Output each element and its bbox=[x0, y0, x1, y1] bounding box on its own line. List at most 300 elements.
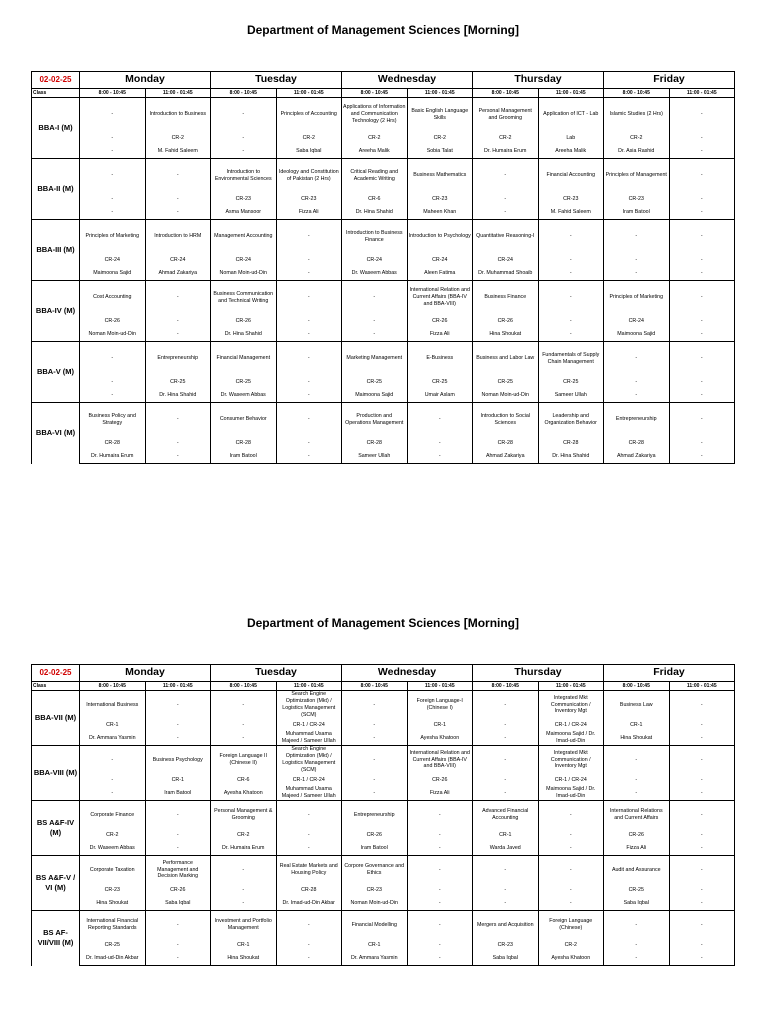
teacher-name: Dr. Hina Shahid bbox=[342, 206, 408, 220]
teacher-name: Muhammad Usama Majeed / Sameer Ullah bbox=[276, 786, 342, 801]
class-row-courses bbox=[32, 220, 735, 254]
class-label: BS AF-VII/VIII (M) bbox=[32, 911, 80, 966]
room-code: - bbox=[276, 253, 342, 267]
day-header-tuesday: Tuesday bbox=[211, 72, 342, 89]
course-name: Introduction to Social Sciences bbox=[473, 403, 539, 437]
room-code: CR-2 bbox=[276, 131, 342, 145]
course-name: Foreign Language (Chinese) bbox=[538, 911, 604, 940]
class-row-rooms bbox=[32, 829, 735, 841]
room-code: - bbox=[80, 192, 146, 206]
room-code: - bbox=[669, 829, 735, 841]
class-row-courses bbox=[32, 911, 735, 940]
class-row-rooms bbox=[32, 884, 735, 896]
room-code: - bbox=[407, 884, 473, 896]
room-code: - bbox=[669, 375, 735, 389]
course-name: Principles of Marketing bbox=[604, 281, 670, 315]
teacher-name: Ahmad Zakariya bbox=[473, 450, 539, 464]
teacher-name: Dr. Waseem Abbas bbox=[80, 841, 146, 856]
class-row-teachers bbox=[32, 951, 735, 966]
teacher-name: Dr. Waseem Abbas bbox=[211, 389, 277, 403]
course-name: Financial Management bbox=[211, 342, 277, 376]
teacher-name: - bbox=[342, 786, 408, 801]
room-code: CR-6 bbox=[211, 774, 277, 786]
teacher-name: Ayesha Khatoon bbox=[211, 786, 277, 801]
time-slot-label: 11:00 - 01:45 bbox=[276, 682, 342, 691]
teacher-name: - bbox=[473, 731, 539, 746]
course-name: - bbox=[80, 159, 146, 193]
teacher-name: - bbox=[669, 450, 735, 464]
room-code: - bbox=[80, 774, 146, 786]
day-header-wednesday: Wednesday bbox=[342, 665, 473, 682]
room-code: CR-26 bbox=[473, 314, 539, 328]
room-code: - bbox=[669, 436, 735, 450]
page-title: Department of Management Sciences [Morning] bbox=[246, 23, 520, 37]
class-row-courses bbox=[32, 98, 735, 132]
course-name: International Relation and Current Affairs (BBA-IV and BBA-VIII) bbox=[407, 281, 473, 315]
teacher-name: - bbox=[669, 389, 735, 403]
teacher-name: - bbox=[538, 267, 604, 281]
course-name: - bbox=[669, 856, 735, 885]
room-code: CR-25 bbox=[604, 884, 670, 896]
course-name: - bbox=[145, 801, 211, 830]
teacher-name: Hina Shoukat bbox=[473, 328, 539, 342]
room-code: - bbox=[538, 314, 604, 328]
room-code: CR-24 bbox=[145, 253, 211, 267]
teacher-name: Dr. Hina Shahid bbox=[211, 328, 277, 342]
room-code: - bbox=[276, 939, 342, 951]
class-row-courses bbox=[32, 342, 735, 376]
course-name: - bbox=[80, 342, 146, 376]
course-name: - bbox=[276, 403, 342, 437]
course-name: - bbox=[342, 691, 408, 720]
teacher-name: Dr. Humaira Erum bbox=[211, 841, 277, 856]
teacher-name: - bbox=[80, 389, 146, 403]
room-code: CR-1 / CR-24 bbox=[276, 774, 342, 786]
room-code: CR-23 bbox=[211, 192, 277, 206]
course-name: - bbox=[145, 911, 211, 940]
class-label: BBA-I (M) bbox=[32, 98, 80, 159]
teacher-name: Saba Iqbal bbox=[145, 896, 211, 911]
teacher-name: - bbox=[669, 206, 735, 220]
course-name: - bbox=[669, 746, 735, 775]
teacher-name: Noman Moin-ud-Din bbox=[211, 267, 277, 281]
teacher-name: Sobia Talat bbox=[407, 145, 473, 159]
course-name: Financial Accounting bbox=[538, 159, 604, 193]
course-name: Corporate Taxation bbox=[80, 856, 146, 885]
day-header-wednesday: Wednesday bbox=[342, 72, 473, 89]
teacher-name: - bbox=[211, 731, 277, 746]
course-name: - bbox=[669, 691, 735, 720]
class-row-teachers bbox=[32, 450, 735, 464]
course-name: - bbox=[407, 801, 473, 830]
room-code: - bbox=[276, 314, 342, 328]
room-code: CR-25 bbox=[342, 375, 408, 389]
course-name: - bbox=[669, 911, 735, 940]
course-name: - bbox=[604, 220, 670, 254]
class-row-rooms bbox=[32, 774, 735, 786]
class-label: BS A&F-IV (M) bbox=[32, 801, 80, 856]
course-name: - bbox=[473, 691, 539, 720]
room-code: CR-23 bbox=[604, 192, 670, 206]
course-name: - bbox=[145, 403, 211, 437]
course-name: International Business bbox=[80, 691, 146, 720]
course-name: - bbox=[145, 159, 211, 193]
room-code: - bbox=[538, 829, 604, 841]
teacher-name: Maimoona Sajid bbox=[342, 389, 408, 403]
room-code: CR-28 bbox=[473, 436, 539, 450]
teacher-name: Maimoona Sajid / Dr. Imad-ud-Din bbox=[538, 731, 604, 746]
course-name: - bbox=[538, 281, 604, 315]
teacher-name: - bbox=[669, 896, 735, 911]
course-name: Integrated Mkt Communication / Inventory Mgt bbox=[538, 691, 604, 720]
room-code: CR-24 bbox=[342, 253, 408, 267]
room-code: CR-1 / CR-24 bbox=[538, 774, 604, 786]
room-code: - bbox=[211, 131, 277, 145]
teacher-name: Maheen Khan bbox=[407, 206, 473, 220]
room-code: CR-2 bbox=[604, 131, 670, 145]
teacher-name: Ayesha Khatoon bbox=[538, 951, 604, 966]
room-code: - bbox=[604, 375, 670, 389]
course-name: - bbox=[669, 281, 735, 315]
class-label: BBA-VIII (M) bbox=[32, 746, 80, 801]
class-row-teachers bbox=[32, 145, 735, 159]
room-code: - bbox=[473, 192, 539, 206]
teacher-name: Dr. Imad-ud-Din Akbar bbox=[276, 896, 342, 911]
room-code: CR-1 bbox=[407, 719, 473, 731]
teacher-name: - bbox=[473, 786, 539, 801]
room-code: - bbox=[669, 314, 735, 328]
teacher-name: - bbox=[604, 951, 670, 966]
course-name: Real Estate Markets and Housing Policy bbox=[276, 856, 342, 885]
teacher-name: - bbox=[669, 786, 735, 801]
room-code: CR-2 bbox=[407, 131, 473, 145]
teacher-name: - bbox=[604, 786, 670, 801]
room-code: CR-23 bbox=[538, 192, 604, 206]
course-name: - bbox=[538, 801, 604, 830]
room-code: CR-25 bbox=[407, 375, 473, 389]
teacher-name: Areeha Malik bbox=[538, 145, 604, 159]
time-slot-label: 11:00 - 01:45 bbox=[407, 682, 473, 691]
course-name: Business and Labor Law bbox=[473, 342, 539, 376]
course-name: - bbox=[538, 856, 604, 885]
room-code: CR-25 bbox=[80, 939, 146, 951]
class-row-rooms bbox=[32, 436, 735, 450]
class-row-courses bbox=[32, 801, 735, 830]
teacher-name: - bbox=[80, 145, 146, 159]
teacher-name: - bbox=[276, 389, 342, 403]
class-row-rooms bbox=[32, 131, 735, 145]
course-name: - bbox=[407, 403, 473, 437]
teacher-name: Hina Shoukat bbox=[211, 951, 277, 966]
room-code: CR-28 bbox=[80, 436, 146, 450]
teacher-name: - bbox=[276, 328, 342, 342]
course-name: Investment and Portfolio Management bbox=[211, 911, 277, 940]
course-name: Mergers and Acquisition bbox=[473, 911, 539, 940]
teacher-name: - bbox=[145, 450, 211, 464]
course-name: Business Communication and Technical Writing bbox=[211, 281, 277, 315]
class-row-rooms bbox=[32, 719, 735, 731]
day-header-friday: Friday bbox=[604, 72, 735, 89]
teacher-name: Ahmad Zakariya bbox=[145, 267, 211, 281]
course-name: Search Engine Optimization (Mkt) / Logistics Management (SCM) bbox=[276, 691, 342, 720]
course-name: - bbox=[669, 159, 735, 193]
timetable bbox=[31, 664, 735, 966]
room-code: - bbox=[342, 774, 408, 786]
teacher-name: - bbox=[669, 267, 735, 281]
time-slot-label: 8:00 - 10:45 bbox=[342, 682, 408, 691]
course-name: Corporate Finance bbox=[80, 801, 146, 830]
course-name: - bbox=[211, 856, 277, 885]
teacher-name: Fizza Ali bbox=[407, 786, 473, 801]
teacher-name: M. Fahid Saleem bbox=[538, 206, 604, 220]
course-name: International Relations and Current Affairs bbox=[604, 801, 670, 830]
teacher-name: Hina Shoukat bbox=[80, 896, 146, 911]
course-name: Critical Reading and Academic Writing bbox=[342, 159, 408, 193]
room-code: CR-24 bbox=[211, 253, 277, 267]
course-name: - bbox=[211, 98, 277, 132]
teacher-name: Umair Aslam bbox=[407, 389, 473, 403]
room-code: CR-1 bbox=[80, 719, 146, 731]
course-name: - bbox=[669, 220, 735, 254]
room-code: CR-26 bbox=[407, 314, 473, 328]
room-code: - bbox=[342, 314, 408, 328]
class-row-teachers bbox=[32, 206, 735, 220]
course-name: Entrepreneurship bbox=[145, 342, 211, 376]
course-name: - bbox=[276, 801, 342, 830]
class-row-courses bbox=[32, 746, 735, 775]
room-code: CR-2 bbox=[342, 131, 408, 145]
teacher-name: - bbox=[473, 896, 539, 911]
course-name: - bbox=[145, 281, 211, 315]
teacher-name: Dr. Hina Shahid bbox=[538, 450, 604, 464]
teacher-name: Saba Iqbal bbox=[473, 951, 539, 966]
room-code: CR-26 bbox=[342, 829, 408, 841]
time-slot-label: 8:00 - 10:45 bbox=[342, 89, 408, 98]
room-code: - bbox=[80, 131, 146, 145]
room-code: - bbox=[211, 884, 277, 896]
room-code: CR-1 bbox=[211, 939, 277, 951]
course-name: - bbox=[342, 281, 408, 315]
room-code: - bbox=[604, 774, 670, 786]
teacher-name: Iram Batool bbox=[604, 206, 670, 220]
room-code: - bbox=[407, 939, 473, 951]
teacher-name: M. Fahid Saleem bbox=[145, 145, 211, 159]
teacher-name: Maimoona Sajid bbox=[80, 267, 146, 281]
room-code: - bbox=[604, 939, 670, 951]
teacher-name: Sameer Ullah bbox=[342, 450, 408, 464]
room-code: - bbox=[669, 253, 735, 267]
course-name: - bbox=[407, 911, 473, 940]
teacher-name: - bbox=[407, 450, 473, 464]
room-code: - bbox=[473, 774, 539, 786]
room-code: CR-1 / CR-24 bbox=[276, 719, 342, 731]
class-column-header: Class bbox=[32, 89, 80, 98]
course-name: Personal Management and Grooming bbox=[473, 98, 539, 132]
teacher-name: Iram Batool bbox=[145, 786, 211, 801]
course-name: Leadership and Organization Behavior bbox=[538, 403, 604, 437]
course-name: Introduction to Business bbox=[145, 98, 211, 132]
class-label: BBA-II (M) bbox=[32, 159, 80, 220]
room-code: - bbox=[538, 253, 604, 267]
course-name: - bbox=[342, 746, 408, 775]
course-name: Marketing Management bbox=[342, 342, 408, 376]
class-row-courses bbox=[32, 403, 735, 437]
room-code: - bbox=[145, 939, 211, 951]
teacher-name: - bbox=[538, 896, 604, 911]
teacher-name: - bbox=[145, 951, 211, 966]
teacher-name: Noman Moin-ud-Din bbox=[342, 896, 408, 911]
room-code: CR-26 bbox=[80, 314, 146, 328]
room-code: CR-26 bbox=[604, 829, 670, 841]
course-name: Principles of Marketing bbox=[80, 220, 146, 254]
teacher-name: Maimoona Sajid bbox=[604, 328, 670, 342]
time-slot-label: 11:00 - 01:45 bbox=[276, 89, 342, 98]
teacher-name: Saba Iqbal bbox=[604, 896, 670, 911]
room-code: CR-23 bbox=[342, 884, 408, 896]
room-code: CR-1 bbox=[342, 939, 408, 951]
teacher-name: Dr. Humaira Erum bbox=[80, 450, 146, 464]
teacher-name: - bbox=[276, 267, 342, 281]
teacher-name: Ayesha Khatoon bbox=[407, 731, 473, 746]
room-code: - bbox=[276, 436, 342, 450]
time-slot-label: 11:00 - 01:45 bbox=[669, 682, 735, 691]
course-name: Foreign Language II (Chinese II) bbox=[211, 746, 277, 775]
room-code: CR-23 bbox=[80, 884, 146, 896]
teacher-name: - bbox=[276, 951, 342, 966]
room-code: CR-24 bbox=[604, 314, 670, 328]
room-code: CR-23 bbox=[276, 192, 342, 206]
class-label: BBA-IV (M) bbox=[32, 281, 80, 342]
room-code: - bbox=[473, 719, 539, 731]
teacher-name: Fizza Ali bbox=[407, 328, 473, 342]
course-name: Personal Management & Grooming bbox=[211, 801, 277, 830]
teacher-name: Saba Iqbal bbox=[276, 145, 342, 159]
teacher-name: Dr. Ammara Yasmin bbox=[342, 951, 408, 966]
course-name: Cost Accounting bbox=[80, 281, 146, 315]
teacher-name: Dr. Asia Rashid bbox=[604, 145, 670, 159]
class-row-rooms bbox=[32, 253, 735, 267]
room-code: CR-28 bbox=[211, 436, 277, 450]
class-label: BS A&F-V / VI (M) bbox=[32, 856, 80, 911]
course-name: Entrepreneurship bbox=[342, 801, 408, 830]
day-header-monday: Monday bbox=[80, 72, 211, 89]
room-code: CR-24 bbox=[407, 253, 473, 267]
course-name: Ideology and Constitution of Pakistan (2 Hrs) bbox=[276, 159, 342, 193]
day-header-thursday: Thursday bbox=[473, 665, 604, 682]
room-code: - bbox=[669, 192, 735, 206]
time-slot-label: 8:00 - 10:45 bbox=[604, 89, 670, 98]
room-code: CR-2 bbox=[473, 131, 539, 145]
time-slot-label: 8:00 - 10:45 bbox=[473, 682, 539, 691]
teacher-name: Ahmad Zakariya bbox=[604, 450, 670, 464]
teacher-name: - bbox=[276, 841, 342, 856]
room-code: CR-28 bbox=[276, 884, 342, 896]
time-slot-label: 11:00 - 01:45 bbox=[407, 89, 473, 98]
course-name: - bbox=[604, 911, 670, 940]
teacher-name: - bbox=[669, 731, 735, 746]
teacher-name: Dr. Imad-ud-Din Akbar bbox=[80, 951, 146, 966]
day-header-tuesday: Tuesday bbox=[211, 665, 342, 682]
day-header-monday: Monday bbox=[80, 665, 211, 682]
class-row-teachers bbox=[32, 267, 735, 281]
course-name: Quantitative Reasoning-I bbox=[473, 220, 539, 254]
course-name: E-Business bbox=[407, 342, 473, 376]
room-code: - bbox=[669, 774, 735, 786]
room-code: - bbox=[669, 131, 735, 145]
teacher-name: - bbox=[473, 206, 539, 220]
course-name: Introduction to Environmental Sciences bbox=[211, 159, 277, 193]
class-row-courses bbox=[32, 856, 735, 885]
time-slot-label: 8:00 - 10:45 bbox=[473, 89, 539, 98]
course-name: - bbox=[604, 746, 670, 775]
room-code: CR-25 bbox=[145, 375, 211, 389]
room-code: - bbox=[211, 719, 277, 731]
room-code: - bbox=[145, 192, 211, 206]
room-code: CR-2 bbox=[145, 131, 211, 145]
room-code: CR-23 bbox=[473, 939, 539, 951]
room-code: - bbox=[669, 939, 735, 951]
course-name: - bbox=[80, 746, 146, 775]
class-label: BBA-VII (M) bbox=[32, 691, 80, 746]
room-code: CR-24 bbox=[473, 253, 539, 267]
teacher-name: - bbox=[145, 328, 211, 342]
teacher-name: - bbox=[669, 951, 735, 966]
course-name: Islamic Studies (2 Hrs) bbox=[604, 98, 670, 132]
course-name: Corpore Governance and Ethics bbox=[342, 856, 408, 885]
course-name: - bbox=[211, 691, 277, 720]
course-name: - bbox=[145, 691, 211, 720]
teacher-name: - bbox=[407, 841, 473, 856]
class-row-teachers bbox=[32, 328, 735, 342]
course-name: - bbox=[80, 98, 146, 132]
teacher-name: Aleen Fatima bbox=[407, 267, 473, 281]
course-name: Audit and Assurance bbox=[604, 856, 670, 885]
page-title: Department of Management Sciences [Morning] bbox=[246, 616, 520, 630]
room-code: - bbox=[80, 375, 146, 389]
course-name: - bbox=[669, 342, 735, 376]
room-code: CR-26 bbox=[145, 884, 211, 896]
teacher-name: Noman Moin-ud-Din bbox=[80, 328, 146, 342]
room-code: CR-28 bbox=[538, 436, 604, 450]
teacher-name: - bbox=[145, 731, 211, 746]
room-code: CR-2 bbox=[80, 829, 146, 841]
day-header-row bbox=[32, 665, 735, 682]
class-column-header: Class bbox=[32, 682, 80, 691]
teacher-name: Iram Batool bbox=[342, 841, 408, 856]
course-name: Business Law bbox=[604, 691, 670, 720]
room-code: - bbox=[604, 253, 670, 267]
course-name: Introduction to Business Finance bbox=[342, 220, 408, 254]
teacher-name: Dr. Hina Shahid bbox=[145, 389, 211, 403]
course-name: Foreign Language-I (Chinese I) bbox=[407, 691, 473, 720]
course-name: International Relation and Current Affairs (BBA-IV and BBA-VIII) bbox=[407, 746, 473, 775]
course-name: Introduction to Psychology bbox=[407, 220, 473, 254]
schedule-date: 02-02-25 bbox=[32, 665, 80, 682]
course-name: International Financial Reporting Standards bbox=[80, 911, 146, 940]
teacher-name: Areeha Malik bbox=[342, 145, 408, 159]
teacher-name: Iram Batool bbox=[211, 450, 277, 464]
time-slot-label: 11:00 - 01:45 bbox=[538, 682, 604, 691]
class-label: BBA-V (M) bbox=[32, 342, 80, 403]
room-code: - bbox=[145, 829, 211, 841]
time-slot-label: 8:00 - 10:45 bbox=[604, 682, 670, 691]
teacher-name: - bbox=[342, 731, 408, 746]
teacher-name: - bbox=[342, 328, 408, 342]
teacher-name: Maimoona Sajid / Dr. Imad-ud-Din bbox=[538, 786, 604, 801]
class-row-teachers bbox=[32, 841, 735, 856]
course-name: Business Psychology bbox=[145, 746, 211, 775]
day-header-friday: Friday bbox=[604, 665, 735, 682]
